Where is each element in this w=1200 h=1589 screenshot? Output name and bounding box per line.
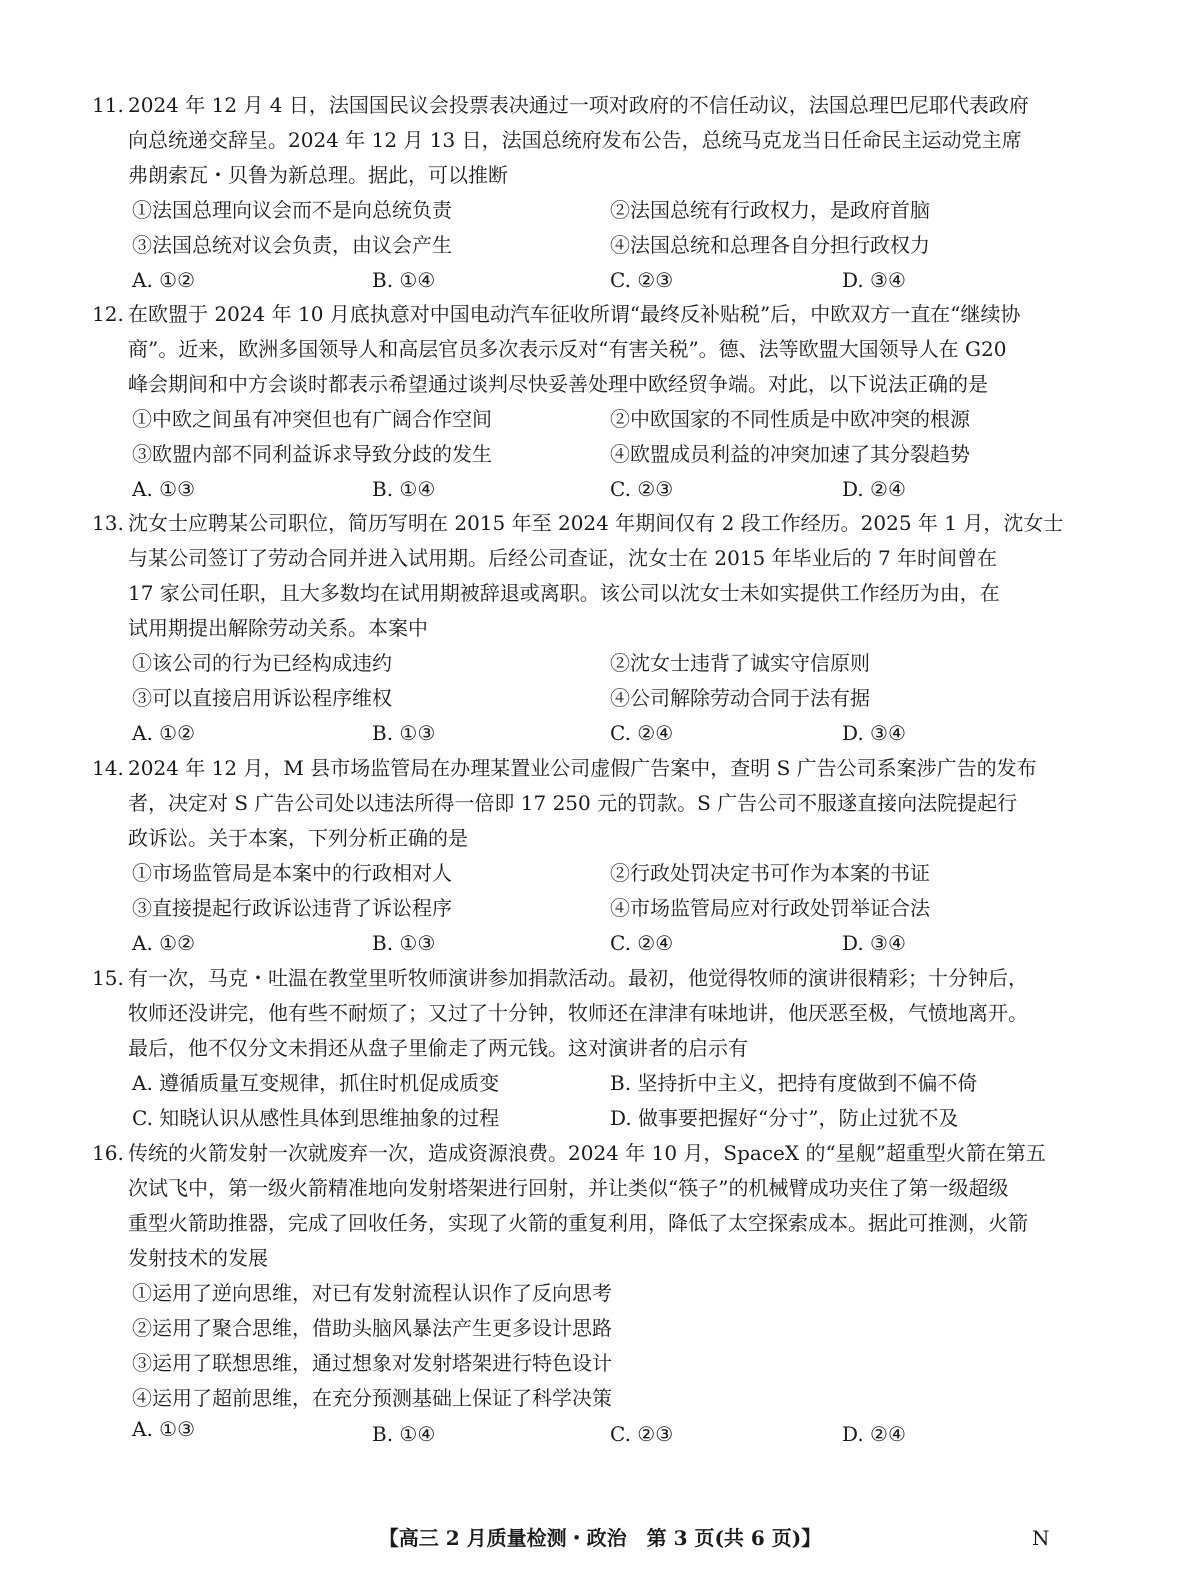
choice-d: D. ②④ [842, 1422, 906, 1446]
choice-a: A. ①② [132, 268, 196, 292]
question-number: 14. [92, 756, 124, 780]
statement-1: ①中欧之间虽有冲突但也有广阔合作空间 [132, 407, 492, 431]
question-stem-text: 2024 年 12 月，M 县市场监管局在办理某置业公司虚假广告案中，查明 S 广告公司系案涉广告的发布 [128, 756, 1037, 780]
statement-1: ①法国总理向议会而不是向总统负责 [132, 198, 452, 222]
choice-c: C. 知晓认识从感性具体到思维抽象的过程 [132, 1106, 500, 1130]
choice-b: B. ①③ [372, 931, 436, 955]
question-number: 13. [92, 511, 124, 535]
page-footer-mark: N [1032, 1526, 1050, 1550]
question-stem-text: 峰会期间和中方会谈时都表示希望通过谈判尽快妥善处理中欧经贸争端。对此，以下说法正确的是 [128, 372, 988, 396]
choice-d: D. 做事要把握好“分寸”，防止过犹不及 [610, 1106, 959, 1130]
question-stem-text: 商”。近来，欧洲多国领导人和高层官员多次表示反对“有害关税”。德、法等欧盟大国领导人在 G20 [128, 337, 1007, 361]
question-number: 11. [92, 93, 124, 117]
question-15-line-1 [92, 965, 1028, 991]
question-stem-text: 有一次，马克・吐温在教堂里听牧师演讲参加捐款活动。最初，他觉得牧师的演讲很精彩；十分钟后， [128, 966, 1028, 990]
choice-a: A. ①② [132, 931, 196, 955]
question-stem-text: 者，决定对 S 广告公司处以违法所得一倍即 17 250 元的罚款。S 广告公司不服遂直接向法院提起行 [128, 791, 1018, 815]
statement-2: ②沈女士违背了诚实守信原则 [610, 651, 870, 675]
choice-c: C. ②④ [610, 931, 674, 955]
choice-d: D. ③④ [842, 268, 906, 292]
choice-b: B. 坚持折中主义，把持有度做到不偏不倚 [610, 1071, 978, 1095]
question-stem-text: 次试飞中，第一级火箭精准地向发射塔架进行回射，并让类似“筷子”的机械臂成功夹住了第一级超级 [128, 1176, 1009, 1200]
question-stem-text: 传统的火箭发射一次就废弃一次，造成资源浪费。2024 年 10 月，SpaceX 的“星舰”超重型火箭在第五 [128, 1141, 1046, 1165]
statement-2: ②法国总统有行政权力，是政府首脑 [610, 198, 930, 222]
question-stem-text: 2024 年 12 月 4 日，法国国民议会投票表决通过一项对政府的不信任动议，法国总理巴尼耶代表政府 [128, 93, 1029, 117]
statement-4: ④市场监管局应对行政处罚举证合法 [610, 896, 930, 920]
choice-b: B. ①④ [372, 477, 436, 501]
statement-4: ④运用了超前思维，在充分预测基础上保证了科学决策 [132, 1386, 612, 1410]
choice-a: A. ①② [132, 721, 196, 745]
question-number: 12. [92, 302, 124, 326]
statement-4: ④公司解除劳动合同于法有据 [610, 686, 870, 710]
choice-d: D. ③④ [842, 721, 906, 745]
question-number: 15. [92, 966, 124, 990]
choice-a: A. ①③ [132, 477, 196, 501]
question-stem-text: 与某公司签订了劳动合同并进入试用期。后经公司查证，沈女士在 2015 年毕业后的 7 年时间曾在 [128, 546, 998, 570]
question-14-line-1 [92, 755, 1037, 781]
statement-3: ③法国总统对议会负责，由议会产生 [132, 233, 452, 257]
choice-a: A. 遵循质量互变规律，抓住时机促成质变 [132, 1071, 500, 1095]
statement-3: ③直接提起行政诉讼违背了诉讼程序 [132, 896, 452, 920]
choice-b: B. ①④ [372, 1422, 436, 1446]
page-footer-title: 【高三 2 月质量检测・政治 第 3 页(共 6 页)】 [378, 1526, 822, 1550]
question-stem-text: 沈女士应聘某公司职位，简历写明在 2015 年至 2024 年期间仅有 2 段工作经历。2025 年 1 月，沈女士 [128, 511, 1064, 535]
statement-3: ③可以直接启用诉讼程序维权 [132, 686, 392, 710]
question-16-line-1 [92, 1140, 1046, 1166]
statement-3: ③运用了联想思维，通过想象对发射塔架进行特色设计 [132, 1351, 612, 1375]
question-stem-text: 政诉讼。关于本案，下列分析正确的是 [128, 826, 468, 850]
question-stem-text: 重型火箭助推器，完成了回收任务，实现了火箭的重复利用，降低了太空探索成本。据此可推测，火箭 [128, 1211, 1028, 1235]
choice-c: C. ②③ [610, 477, 674, 501]
question-stem-text: 17 家公司任职，且大多数均在试用期被辞退或离职。该公司以沈女士未如实提供工作经历为由，在 [128, 581, 1000, 605]
statement-1: ①市场监管局是本案中的行政相对人 [132, 861, 452, 885]
choice-a: A. ①③ [132, 1417, 196, 1441]
statement-4: ④欧盟成员利益的冲突加速了其分裂趋势 [610, 442, 970, 466]
question-13-line-1 [92, 510, 1063, 536]
question-12-line-1 [92, 301, 1020, 327]
question-stem-text: 弗朗索瓦・贝鲁为新总理。据此，可以推断 [128, 163, 508, 187]
question-stem-text: 牧师还没讲完，他有些不耐烦了；又过了十分钟，牧师还在津津有味地讲，他厌恶至极，气愤地离开。 [128, 1001, 1028, 1025]
question-11-line-1 [92, 92, 1029, 118]
statement-4: ④法国总统和总理各自分担行政权力 [610, 233, 930, 257]
choice-c: C. ②③ [610, 268, 674, 292]
statement-2: ②中欧国家的不同性质是中欧冲突的根源 [610, 407, 970, 431]
statement-1: ①该公司的行为已经构成违约 [132, 651, 392, 675]
question-stem-text: 试用期提出解除劳动关系。本案中 [128, 616, 428, 640]
choice-d: D. ③④ [842, 931, 906, 955]
choice-c: C. ②④ [610, 721, 674, 745]
choice-b: B. ①③ [372, 721, 436, 745]
statement-2: ②行政处罚决定书可作为本案的书证 [610, 861, 930, 885]
statement-1: ①运用了逆向思维，对已有发射流程认识作了反向思考 [132, 1281, 612, 1305]
choice-b: B. ①④ [372, 268, 436, 292]
question-stem-text: 最后，他不仅分文未捐还从盘子里偷走了两元钱。这对演讲者的启示有 [128, 1036, 748, 1060]
question-stem-text: 向总统递交辞呈。2024 年 12 月 13 日，法国总统府发布公告，总统马克龙当日任命民主运动党主席 [128, 128, 1022, 152]
question-stem-text: 发射技术的发展 [128, 1246, 268, 1270]
statement-2: ②运用了聚合思维，借助头脑风暴法产生更多设计思路 [132, 1316, 612, 1340]
question-number: 16. [92, 1141, 124, 1165]
choice-c: C. ②③ [610, 1422, 674, 1446]
choice-d: D. ②④ [842, 477, 906, 501]
question-stem-text: 在欧盟于 2024 年 10 月底执意对中国电动汽车征收所谓“最终反补贴税”后，中欧双方一直在“继续协 [128, 302, 1021, 326]
statement-3: ③欧盟内部不同利益诉求导致分歧的发生 [132, 442, 492, 466]
